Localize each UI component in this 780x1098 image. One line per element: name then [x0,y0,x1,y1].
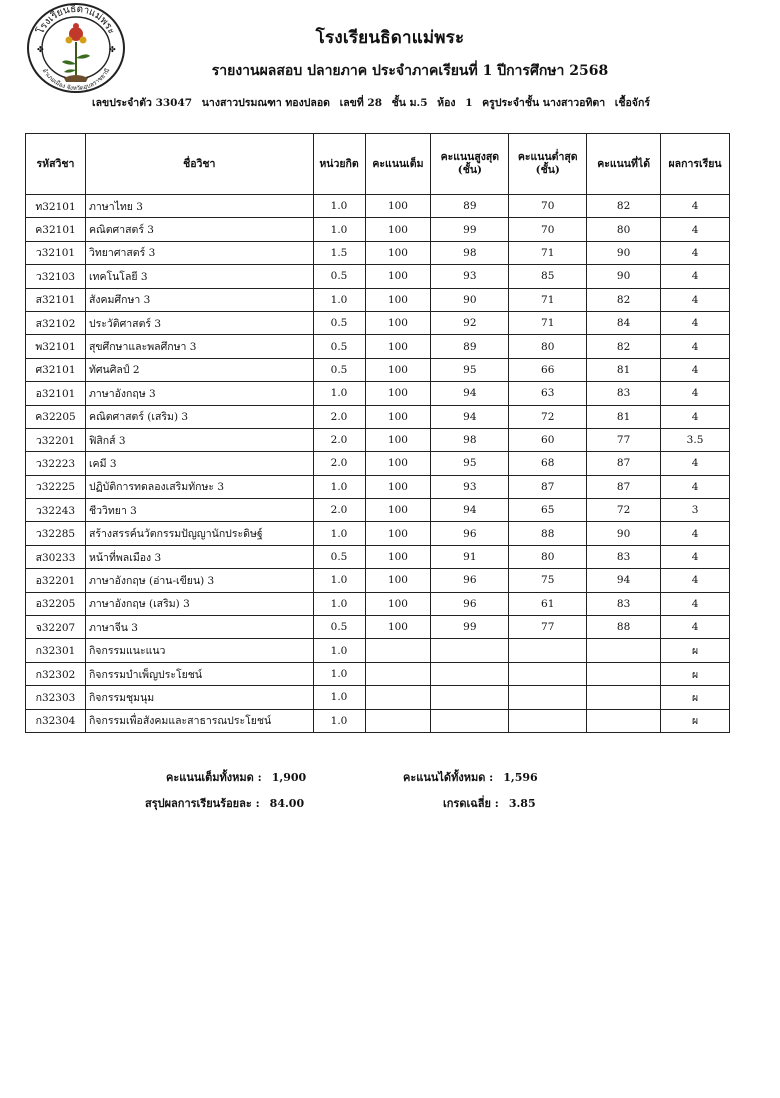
score-cell: 82 [587,335,661,358]
full-score-cell: 100 [365,475,431,498]
max-score-cell: 91 [431,545,509,568]
min-score-cell [509,639,587,662]
subject-cell: ทัศนศิลป์ 2 [85,358,313,381]
subject-cell: ภาษาอังกฤษ (เสริม) 3 [85,592,313,615]
logo-bottom-text: อำเภอเมือง จังหวัดอุบลราชธานี [40,67,112,93]
full-score-cell: 100 [365,358,431,381]
grade-cell: 4 [661,241,730,264]
full-score-cell: 100 [365,241,431,264]
table-row [26,311,730,334]
subject-cell: กิจกรรมเพื่อสังคมและสาธารณประโยชน์ [85,709,313,732]
min-score-cell: 88 [509,522,587,545]
table-row [26,405,730,428]
max-score-cell: 96 [431,592,509,615]
code-cell: ส32102 [26,311,86,334]
grade-cell: 3.5 [661,428,730,451]
credit-cell: 1.0 [313,522,365,545]
full-score-cell [365,662,431,685]
subject-cell: ภาษาอังกฤษ 3 [85,382,313,405]
grade-cell: 4 [661,265,730,288]
credit-cell: 1.5 [313,241,365,264]
score-cell: 77 [587,428,661,451]
code-cell: อ32205 [26,592,86,615]
subject-cell: คณิตศาสตร์ 3 [85,218,313,241]
credit-cell: 1.0 [313,218,365,241]
max-score-cell: 96 [431,522,509,545]
max-score-cell: 98 [431,241,509,264]
full-score-cell: 100 [365,452,431,475]
max-score-cell: 98 [431,428,509,451]
credit-cell: 1.0 [313,382,365,405]
homeroom-teacher: ครูประจำชั้น นางสาวอทิตา [482,97,606,109]
max-score-cell [431,639,509,662]
score-cell: 81 [587,358,661,381]
code-cell: ส32101 [26,288,86,311]
max-score-cell: 95 [431,358,509,381]
table-row [26,686,730,709]
subject-cell: ฟิสิกส์ 3 [85,428,313,451]
table-row [26,662,730,685]
credit-cell: 0.5 [313,616,365,639]
percent-label: สรุปผลการเรียนร้อยละ : [145,797,260,810]
grade-cell: 4 [661,311,730,334]
table-row [26,288,730,311]
code-cell: ว32225 [26,475,86,498]
gpa-summary [443,794,536,812]
gpa-value: 3.85 [508,797,536,810]
score-cell [587,709,661,732]
credit-cell: 2.0 [313,499,365,522]
full-score-cell: 100 [365,569,431,592]
table-row [26,382,730,405]
header-credit: หน่วยกิต [313,134,365,195]
header-subject: ชื่อวิชา [85,134,313,195]
credit-cell: 0.5 [313,545,365,568]
score-cell [587,686,661,709]
code-cell: ค32101 [26,218,86,241]
score-cell: 90 [587,522,661,545]
table-row [26,639,730,662]
code-cell: ว32101 [26,241,86,264]
subject-cell: คณิตศาสตร์ (เสริม) 3 [85,405,313,428]
full-score-cell [365,639,431,662]
score-cell: 88 [587,616,661,639]
score-cell: 84 [587,311,661,334]
score-cell: 87 [587,475,661,498]
table-row [26,592,730,615]
full-score-cell: 100 [365,592,431,615]
score-cell: 83 [587,545,661,568]
code-cell: ว32201 [26,428,86,451]
grade-cell: 4 [661,288,730,311]
full-score-cell [365,709,431,732]
homeroom-teacher-surname: เชื้อจักร์ [614,97,650,109]
subject-cell: สร้างสรรค์นวัตกรรมปัญญานักประดิษฐ์ [85,522,313,545]
grade-cell: ผ [661,686,730,709]
logo-top-text: โรงเรียนธิดาแม่พระ [35,3,117,37]
student-name: นางสาวปรมณฑา ทองปลอด [201,97,330,109]
score-cell: 83 [587,382,661,405]
grade-cell: 4 [661,405,730,428]
gpa-label: เกรดเฉลี่ย : [443,797,499,810]
full-score-cell: 100 [365,428,431,451]
max-score-cell [431,686,509,709]
max-score-cell [431,709,509,732]
min-score-cell [509,709,587,732]
min-score-cell: 70 [509,218,587,241]
room-number: 1 [465,97,473,109]
grade-cell: 4 [661,452,730,475]
max-score-cell: 96 [431,569,509,592]
grade-cell: 4 [661,522,730,545]
credit-cell: 1.0 [313,639,365,662]
score-cell: 72 [587,499,661,522]
total-full-score [166,768,306,786]
max-score-cell: 93 [431,265,509,288]
code-cell: ก32304 [26,709,86,732]
subject-cell: เทคโนโลยี 3 [85,265,313,288]
subject-cell: ปฏิบัติการทดลองเสริมทักษะ 3 [85,475,313,498]
subject-cell: ภาษาไทย 3 [85,195,313,218]
min-score-cell: 71 [509,288,587,311]
grade-cell: 4 [661,382,730,405]
student-number: เลขที่ 28 [339,97,383,109]
credit-cell: 1.0 [313,475,365,498]
student-id: เลขประจำตัว 33047 [92,97,193,109]
max-score-cell: 90 [431,288,509,311]
score-cell: 83 [587,592,661,615]
credit-cell: 1.0 [313,709,365,732]
credit-cell: 2.0 [313,405,365,428]
min-score-cell: 71 [509,311,587,334]
code-cell: ท32101 [26,195,86,218]
score-cell: 82 [587,288,661,311]
full-score-cell: 100 [365,195,431,218]
full-score-cell: 100 [365,218,431,241]
header-grade: ผลการเรียน [661,134,730,195]
credit-cell: 0.5 [313,265,365,288]
code-cell: ก32303 [26,686,86,709]
total-got-label: คะแนนได้ทั้งหมด : [403,771,494,784]
table-row [26,452,730,475]
score-cell: 81 [587,405,661,428]
header-min-score: คะแนนต่ำสุด (ชั้น) [509,134,587,195]
grade-cell: ผ [661,709,730,732]
score-cell: 80 [587,218,661,241]
table-row [26,522,730,545]
full-score-cell: 100 [365,311,431,334]
credit-cell: 0.5 [313,311,365,334]
table-row [26,218,730,241]
credit-cell: 1.0 [313,686,365,709]
full-score-cell: 100 [365,405,431,428]
max-score-cell: 99 [431,218,509,241]
total-got-value: 1,596 [503,771,538,784]
table-row [26,569,730,592]
table-row [26,358,730,381]
max-score-cell: 99 [431,616,509,639]
max-score-cell: 94 [431,405,509,428]
room-label: ห้อง [437,97,456,109]
max-score-cell: 93 [431,475,509,498]
header-max-score: คะแนนสูงสุด (ชั้น) [431,134,509,195]
table-header-row [26,134,730,195]
max-score-cell [431,662,509,685]
svg-text:✤: ✤ [37,45,44,54]
grade-cell: 4 [661,592,730,615]
grade-cell: 4 [661,358,730,381]
score-cell: 82 [587,195,661,218]
subject-cell: หน้าที่พลเมือง 3 [85,545,313,568]
score-cell [587,639,661,662]
student-info [92,94,656,111]
full-score-cell: 100 [365,522,431,545]
grade-cell: 4 [661,545,730,568]
subject-cell: ภาษาจีน 3 [85,616,313,639]
score-cell: 90 [587,265,661,288]
full-score-cell: 100 [365,382,431,405]
min-score-cell: 61 [509,592,587,615]
full-score-cell [365,686,431,709]
min-score-cell: 85 [509,265,587,288]
table-row [26,265,730,288]
subject-cell: สุขศึกษาและพลศึกษา 3 [85,335,313,358]
min-score-cell: 80 [509,335,587,358]
grade-cell: 4 [661,569,730,592]
subject-cell: ชีววิทยา 3 [85,499,313,522]
subject-cell: สังคมศึกษา 3 [85,288,313,311]
min-score-cell: 77 [509,616,587,639]
min-score-cell: 72 [509,405,587,428]
code-cell: อ32101 [26,382,86,405]
credit-cell: 1.0 [313,569,365,592]
max-score-cell: 92 [431,311,509,334]
table-row [26,499,730,522]
subject-cell: เคมี 3 [85,452,313,475]
total-got-score [403,768,538,786]
percent-value: 84.00 [269,797,305,810]
table-row [26,195,730,218]
code-cell: ว32223 [26,452,86,475]
code-cell: ค32205 [26,405,86,428]
min-score-cell: 80 [509,545,587,568]
report-title: รายงานผลสอบ ปลายภาค ประจำภาคเรียนที่ 1 ปีการศึกษา 2568 [211,63,609,79]
score-cell: 90 [587,241,661,264]
code-cell: ว32103 [26,265,86,288]
full-score-cell: 100 [365,499,431,522]
credit-cell: 1.0 [313,288,365,311]
subject-cell: กิจกรรมแนะแนว [85,639,313,662]
full-score-cell: 100 [365,335,431,358]
school-name: โรงเรียนธิดาแม่พระ [315,28,465,48]
table-row [26,709,730,732]
max-score-cell: 89 [431,195,509,218]
code-cell: พ32101 [26,335,86,358]
full-score-cell: 100 [365,265,431,288]
subject-cell: กิจกรรมบำเพ็ญประโยชน์ [85,662,313,685]
min-score-cell: 66 [509,358,587,381]
percent-summary [145,794,304,812]
max-score-cell: 94 [431,382,509,405]
svg-text:✤: ✤ [109,45,116,54]
credit-cell: 1.0 [313,195,365,218]
table-row [26,241,730,264]
table-row [26,428,730,451]
table-row [26,545,730,568]
credit-cell: 2.0 [313,452,365,475]
score-cell [587,662,661,685]
credit-cell: 0.5 [313,335,365,358]
full-score-cell: 100 [365,545,431,568]
grade-cell: ผ [661,639,730,662]
header-score: คะแนนที่ได้ [587,134,661,195]
credit-cell: 1.0 [313,662,365,685]
min-score-cell: 70 [509,195,587,218]
subject-cell: วิทยาศาสตร์ 3 [85,241,313,264]
code-cell: ว32243 [26,499,86,522]
code-cell: อ32201 [26,569,86,592]
credit-cell: 1.0 [313,592,365,615]
full-score-cell: 100 [365,288,431,311]
credit-cell: 2.0 [313,428,365,451]
student-class: ชั้น ม.5 [391,97,428,109]
min-score-cell [509,686,587,709]
header-code: รหัสวิชา [26,134,86,195]
header-full-score: คะแนนเต็ม [365,134,431,195]
code-cell: ก32302 [26,662,86,685]
code-cell: ว32285 [26,522,86,545]
grade-cell: 4 [661,616,730,639]
code-cell: ศ32101 [26,358,86,381]
min-score-cell: 63 [509,382,587,405]
min-score-cell: 71 [509,241,587,264]
min-score-cell: 68 [509,452,587,475]
min-score-cell: 65 [509,499,587,522]
min-score-cell [509,662,587,685]
max-score-cell: 89 [431,335,509,358]
total-full-label: คะแนนเต็มทั้งหมด : [166,771,262,784]
grades-table [25,133,730,733]
max-score-cell: 95 [431,452,509,475]
min-score-cell: 87 [509,475,587,498]
min-score-cell: 75 [509,569,587,592]
table-row [26,335,730,358]
code-cell: จ32207 [26,616,86,639]
subject-cell: ประวัติศาสตร์ 3 [85,311,313,334]
subject-cell: ภาษาอังกฤษ (อ่าน-เขียน) 3 [85,569,313,592]
grade-cell: 4 [661,195,730,218]
credit-cell: 0.5 [313,358,365,381]
max-score-cell: 94 [431,499,509,522]
grade-cell: ผ [661,662,730,685]
grade-cell: 4 [661,218,730,241]
grade-cell: 4 [661,475,730,498]
table-row [26,475,730,498]
code-cell: ก32301 [26,639,86,662]
full-score-cell: 100 [365,616,431,639]
table-row [26,616,730,639]
code-cell: ส30233 [26,545,86,568]
grade-cell: 4 [661,335,730,358]
min-score-cell: 60 [509,428,587,451]
total-full-value: 1,900 [271,771,307,784]
grade-cell: 3 [661,499,730,522]
score-cell: 94 [587,569,661,592]
score-cell: 87 [587,452,661,475]
subject-cell: กิจกรรมชุมนุม [85,686,313,709]
